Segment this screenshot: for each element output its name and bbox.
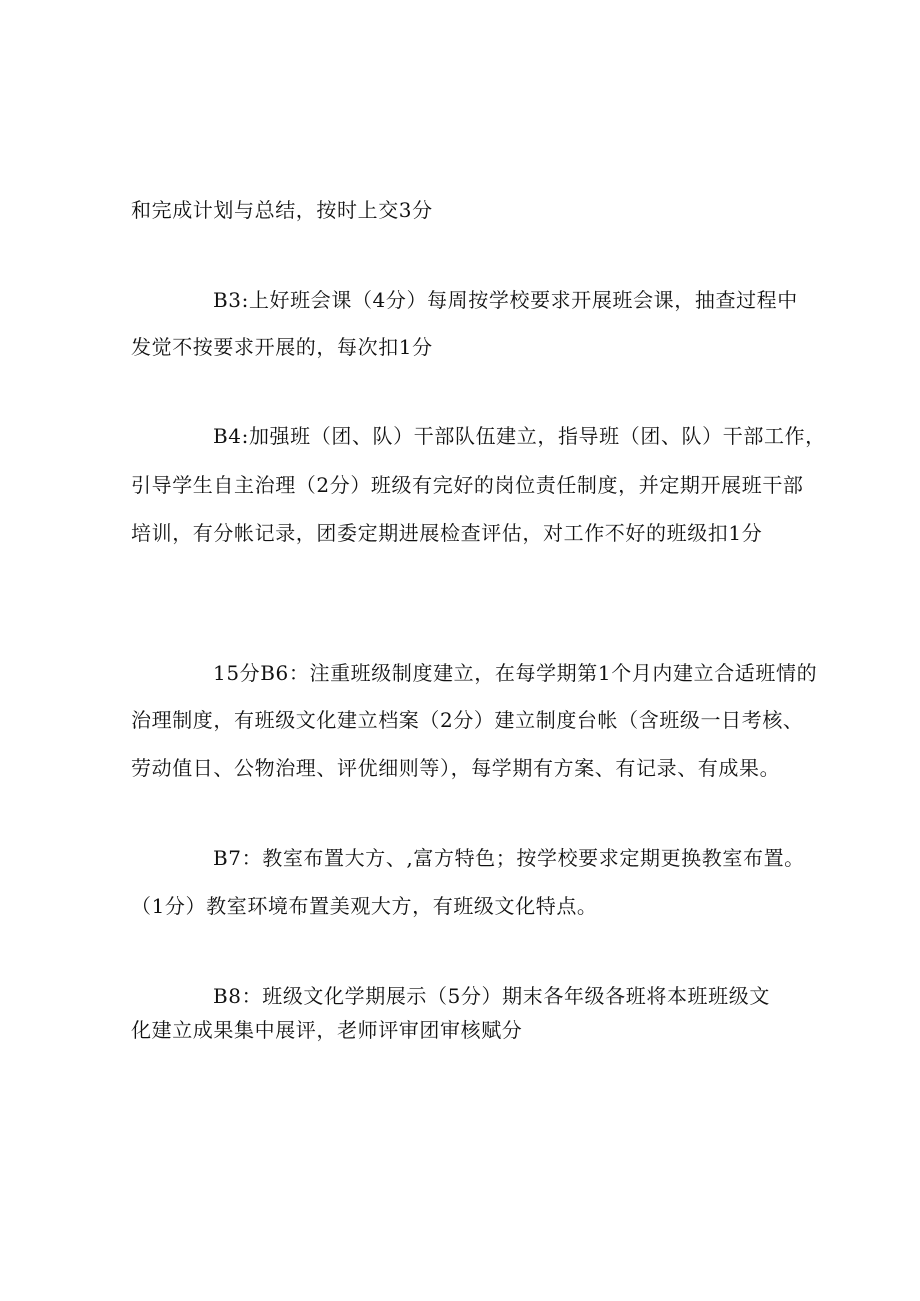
text-line-7: 15分B6：注重班级制度建立，在每学期第1个月内建立合适班情的	[213, 661, 818, 685]
text-line-12: B8：班级文化学期展示（5分）期末各年级各班将本班班级文	[213, 984, 770, 1008]
text-line-3: 发觉不按要求开展的，每次扣1分	[131, 335, 433, 359]
text-line-13: 化建立成果集中展评，老师评审团审核赋分	[131, 1018, 523, 1042]
text-line-5: 引导学生自主治理（2分）班级有完好的岗位责任制度，并定期开展班干部	[131, 473, 804, 497]
text-line-10: B7：教室布置大方、,富方特色；按学校要求定期更换教室布置。	[213, 846, 805, 870]
text-line-1: 和完成计划与总结，按时上交3分	[131, 198, 433, 222]
text-line-9: 劳动值日、公物治理、评优细则等），每学期有方案、有记录、有成果。	[131, 756, 781, 780]
text-line-6: 培训，有分帐记录，团委定期进展检查评估，对工作不好的班级扣1分	[131, 521, 763, 545]
text-line-4: B4:加强班（团、队）干部队伍建立，指导班（团、队）干部工作，	[213, 424, 826, 448]
text-line-2: B3:上好班会课（4分）每周按学校要求开展班会课，抽查过程中	[213, 288, 798, 312]
text-line-11: （1分）教室环境布置美观大方，有班级文化特点。	[131, 894, 598, 918]
text-line-8: 治理制度，有班级文化建立档案（2分）建立制度台帐（含班级一日考核、	[131, 708, 804, 732]
